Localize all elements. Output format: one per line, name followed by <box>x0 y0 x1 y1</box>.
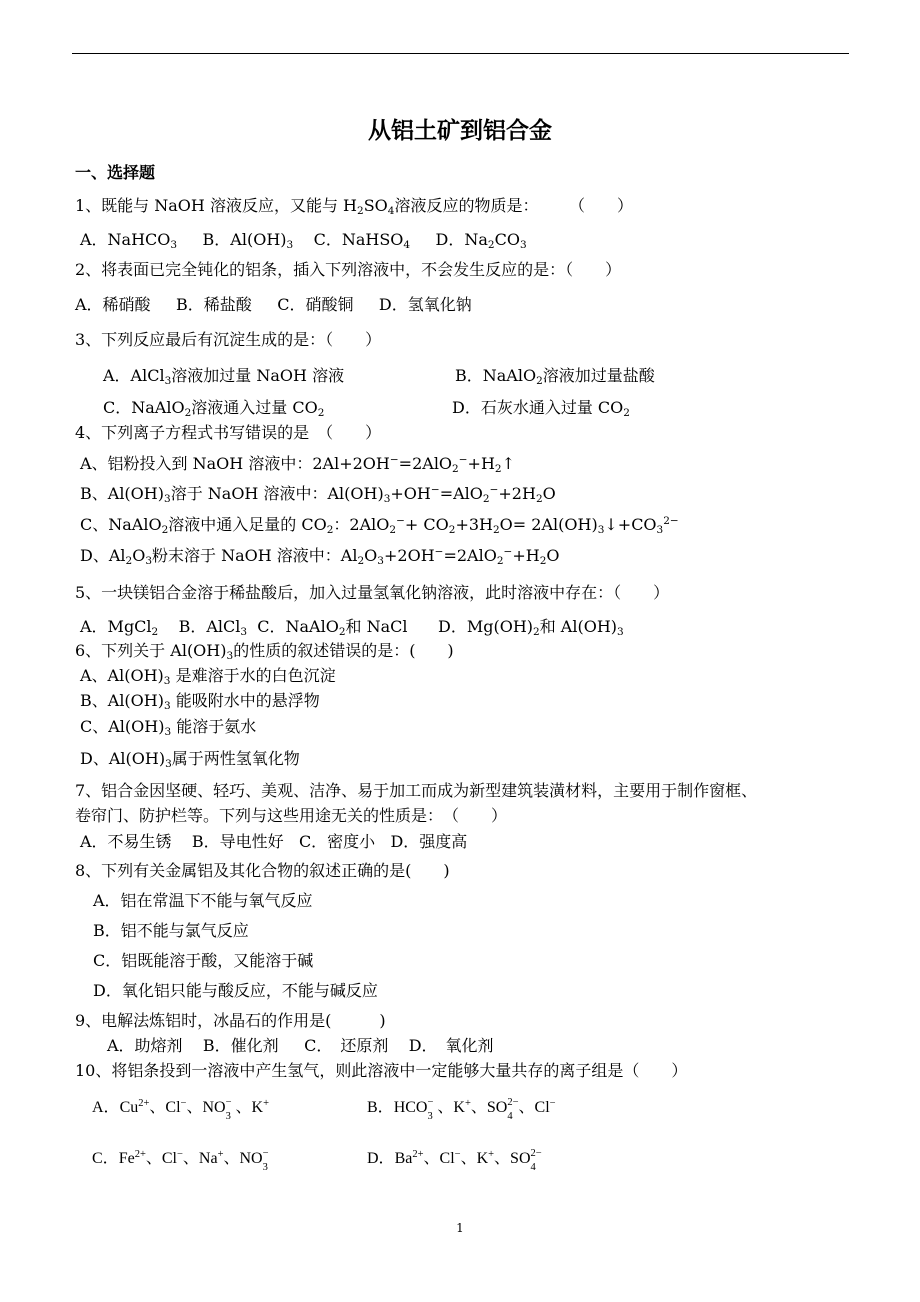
q6-option-c: C、$Al(OH)_3$ 能溶于氨水 <box>80 717 257 738</box>
q5-option-c: C．NaAlO$_2$和 NaCl <box>257 617 408 638</box>
q8-option-d: D．氧化铝只能与酸反应，不能与碱反应 <box>93 981 378 1000</box>
q10-option-b: B．HCO − 3 、K+、SO 2− 4 、Cl− <box>367 1097 556 1122</box>
q8-option-a: A．铝在常温下不能与氧气反应 <box>93 891 313 910</box>
q10-option-c: C．$Fe^{2+}$、Cl−、Na+、NO − 3 <box>92 1148 269 1173</box>
q10-option-d: D．$Ba^{2+}$、Cl−、K+、SO 2− 4 <box>367 1148 542 1173</box>
q9-option-b: B．催化剂 <box>202 1036 279 1055</box>
question-1-options <box>80 229 527 251</box>
q8-option-c: C．铝既能溶于酸，又能溶于碱 <box>93 951 314 970</box>
q7-option-a: A．不易生锈 <box>80 832 172 851</box>
q6-option-d: D、$Al(OH)_3$属于两性氢氧化物 <box>80 749 300 770</box>
question-10-stem: 10、将铝条投到一溶液中产生氢气，则此溶液中一定能够大量共存的离子组是（ ） <box>75 1061 688 1080</box>
q7-option-d: D．强度高 <box>390 832 468 851</box>
q9-option-c: C． 还原剂 <box>304 1036 389 1055</box>
q9-option-a: A．助熔剂 <box>107 1036 183 1055</box>
q2-option-c: C．硝酸铜 <box>277 295 354 314</box>
q4-option-a: A、铝粉投入到 NaOH 溶液中：$2Al+2OH^-=2AlO_2^-+H_2↑$ <box>80 454 515 475</box>
q1-option-a: A．NaHCO$_3$ <box>80 230 178 251</box>
question-6-stem: 6、下列关于 $Al(OH)_3$的性质的叙述错误的是：( ) <box>75 641 454 662</box>
q10-option-a: A．$Cu^{2+}$、Cl−、NO − 3 、K+ <box>92 1097 269 1122</box>
question-9-stem: 9、电解法炼铝时，冰晶石的作用是( ) <box>75 1011 386 1030</box>
q7-option-c: C．密度小 <box>298 832 376 851</box>
question-9-options <box>107 1035 494 1057</box>
q6-option-a: A、$Al(OH)_3$ 是难溶于水的白色沉淀 <box>80 666 336 687</box>
q5-option-d: D．$Mg(OH)_2$和 $Al(OH)_3$ <box>438 617 624 638</box>
q3-option-b: B．NaAlO$_2$溶液加过量盐酸 <box>455 366 655 387</box>
q4-option-d: D、$Al_2O_3$粉末溶于 NaOH 溶液中：$Al_2O_3+2OH^-=2AlO_2^-+H_2O$ <box>80 546 560 567</box>
question-1-stem: 1、既能与 NaOH 溶液反应，又能与 $H_2SO_4$溶液反应的物质是： （ ） <box>75 196 634 217</box>
header-rule <box>72 53 849 54</box>
q2-option-d: D．氢氧化钠 <box>378 295 472 314</box>
q7-option-b: B．导电性好 <box>191 832 284 851</box>
question-2-stem: 2、将表面已完全钝化的铝条，插入下列溶液中，不会发生反应的是：（ ） <box>75 260 622 279</box>
page-number: 1 <box>456 1221 464 1235</box>
q4-option-c: C、NaAlO$_2$溶液中通入足量的 $CO_2$：$2AlO_2^-+ CO_2+3H_2O=$ $2Al(OH)_3↓+CO_3^{2-}$ <box>80 515 679 536</box>
question-2-options <box>75 294 472 316</box>
q1-option-b: B．$Al(OH)_3$ <box>202 230 294 251</box>
q3-option-c: C．NaAlO$_2$溶液通入过量 $CO_2$ <box>103 398 325 419</box>
q4-option-b: B、$Al(OH)_3$溶于 NaOH 溶液中：$Al(OH)_3+OH^-=AlO_2^-+2H_2O$ <box>80 484 556 505</box>
question-3-stem: 3、下列反应最后有沉淀生成的是：（ ） <box>75 330 382 349</box>
q1-option-c: C．NaHSO$_4$ <box>313 230 411 251</box>
question-5-stem: 5、一块镁铝合金溶于稀盐酸后，加入过量氢氧化钠溶液，此时溶液中存在：（ ） <box>75 583 670 602</box>
q5-option-b: B．AlCl$_3$ <box>178 617 248 638</box>
question-5-options <box>80 616 624 638</box>
question-8-stem: 8、下列有关金属铝及其化合物的叙述正确的是( ) <box>75 861 450 880</box>
question-7-line-1: 7、铝合金因坚硬、轻巧、美观、洁净、易于加工而成为新型建筑装潢材料，主要用于制作窗框、 <box>75 781 758 800</box>
question-7-options <box>80 831 467 853</box>
q5-option-a: A．MgCl$_2$ <box>80 617 159 638</box>
q9-option-d: D． 氧化剂 <box>408 1036 494 1055</box>
q3-option-a: A．AlCl$_3$溶液加过量 NaOH 溶液 <box>103 366 345 387</box>
page-title: 从铝土矿到铝合金 <box>368 118 552 144</box>
q2-option-b: B．稀盐酸 <box>176 295 252 314</box>
q6-option-b: B、$Al(OH)_3$ 能吸附水中的悬浮物 <box>80 691 320 712</box>
q2-option-a: A．稀硝酸 <box>75 295 151 314</box>
question-4-stem: 4、下列离子方程式书写错误的是 （ ） <box>75 423 382 442</box>
q8-option-b: B．铝不能与氯气反应 <box>93 921 249 940</box>
question-7-line-2: 卷帘门、防护栏等。下列与这些用途无关的性质是： （ ） <box>75 806 508 825</box>
q3-option-d: D．石灰水通入过量 $CO_2$ <box>452 398 630 419</box>
section-heading: 一、选择题 <box>75 163 156 182</box>
q1-option-d: D．$Na_2CO_3$ <box>435 230 527 251</box>
